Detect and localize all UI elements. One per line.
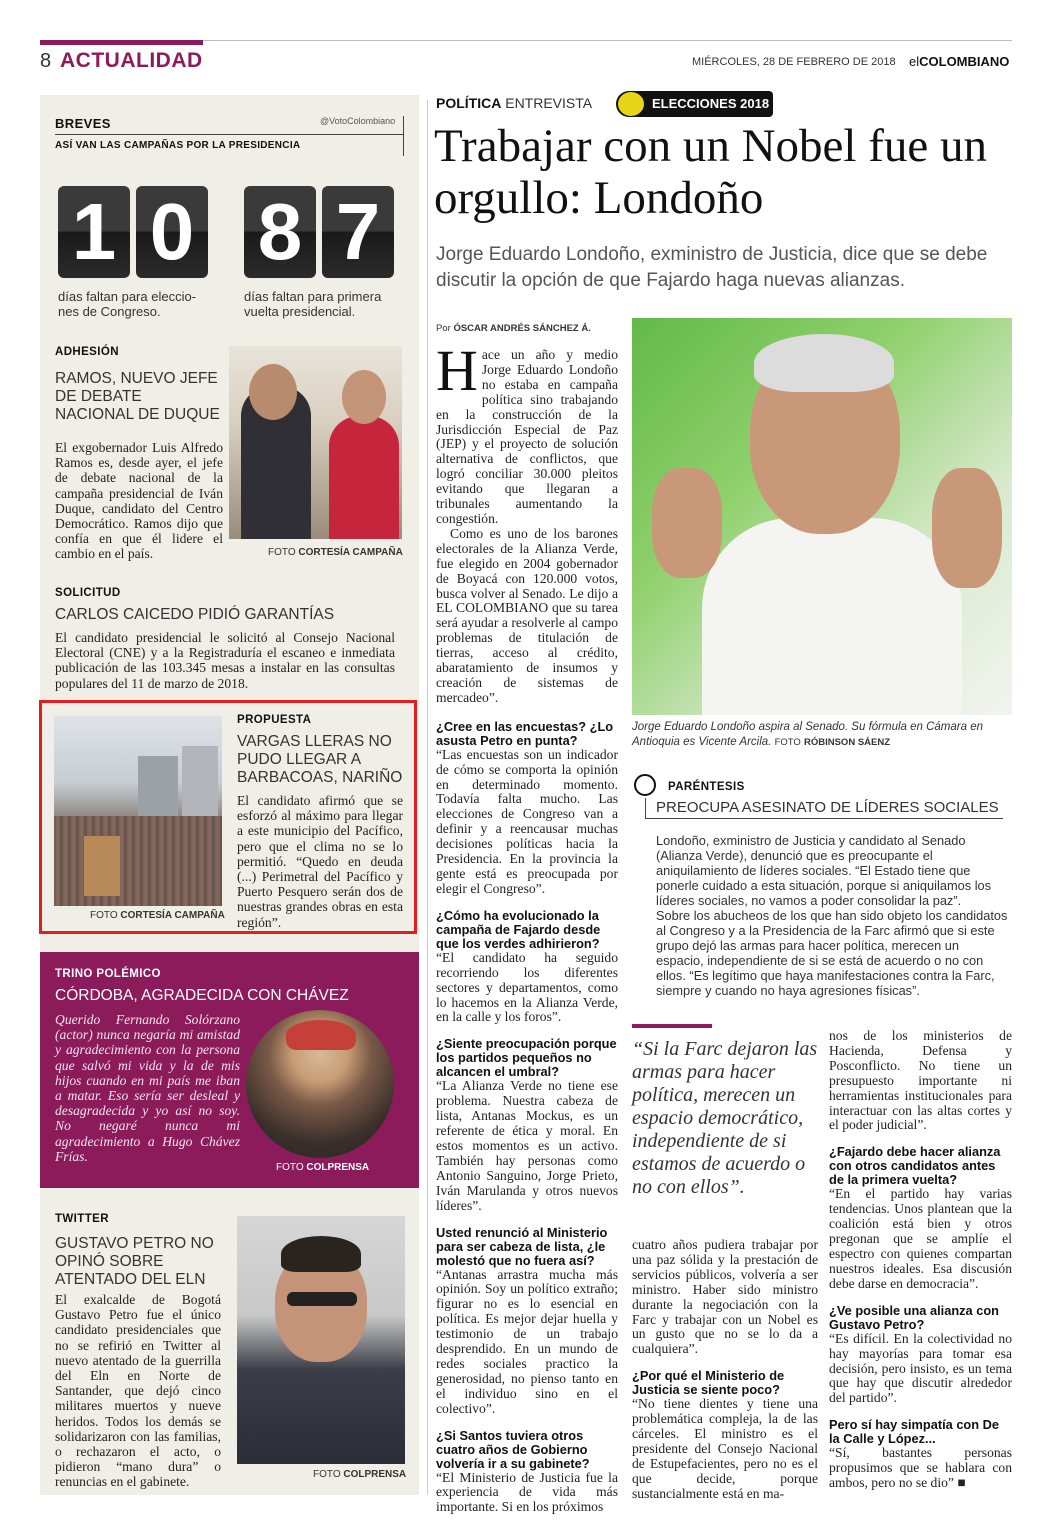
counter-digit: 8 <box>244 186 316 278</box>
photo-prefix: FOTO <box>276 1162 304 1173</box>
intro-paragraph <box>436 338 618 527</box>
parentesis-vrule <box>645 798 646 818</box>
twitter-photo <box>237 1216 405 1464</box>
article-kicker <box>436 95 592 111</box>
photo-credit: CORTESÍA CAMPAÑA <box>120 910 225 921</box>
col3-continuation: cuatro años pudiera trabajar por una paz sólida y la prestación de servicios públicos, volvería a ser ministro. Haber sido ministro durante la negociación con la Farc y trabajar con un Nobel es un gusto que no se lo da a cualquiera”. <box>632 1237 818 1357</box>
byline-prefix: Por <box>436 323 451 334</box>
article-headline: Trabajar con un Nobel fue un orgullo: Londoño <box>434 120 987 224</box>
counter-congreso-caption: días faltan para eleccio- nes de Congreso. <box>58 289 197 319</box>
qa-question: ¿Ve posible una alianza con Gustavo Petro? <box>829 1302 999 1332</box>
adhesion-text: El exgobernador Luis Alfredo Ramos es, desde ayer, el jefe de debate nacional de la campaña presidencial de Iván Duque, candidato del Centro Democrático. Ramos dijo que confía en que él lidere el cambio en el país. <box>55 440 223 562</box>
qa-answer: “El candidato ha seguido recorriendo los diferentes sectores y departamentos, como lo hacemos en la Alianza Verde, en la calle y los foros”. <box>436 949 618 1025</box>
twitter-text: El exalcalde de Bogotá Gustavo Petro fue el único candidato presidenciales que no se refirió en Twitter al nuevo atentado de la guerrilla del Eln en Norte de Santander, que dejó cinco militares muertos y nueve heridos. Todos los demás se solidarizaron con las familias, o rechazaron el acto, o pidieron “mano dura” o renuncias en el gabinete. <box>55 1292 221 1490</box>
adhesion-photo <box>229 346 402 539</box>
qa-answer: “No tiene dientes y tiene una problemática compleja, la de las cárceles. El ministro es el presidente del Consejo Nacional de Estupefacientes, pero no es el que decide, porque sustancialmente está en ma- <box>632 1396 818 1501</box>
propuesta-title: VARGAS LLERAS NO PUDO LLEGAR A BARBACOAS, NARIÑO <box>237 733 403 786</box>
photo-prefix: FOTO <box>90 910 118 921</box>
col4-continuation: nos de los ministerios de Hacienda, Defensa y Posconflicto. No tiene un presupuesto importante ni herramientas institucionales para interactuar con las altas cortes y el poder judicial”. <box>829 1028 1012 1133</box>
elections-badge-label: ELECCIONES 2018 <box>652 96 770 111</box>
photo-credit: COLPRENSA <box>343 1469 407 1480</box>
qa-question: ¿Cómo ha evolucionado la campaña de Fajardo desde que los verdes adhirieron? <box>436 907 601 951</box>
parentesis-title: PREOCUPA ASESINATO DE LÍDERES SOCIALES <box>656 799 999 816</box>
qa-answer: “Las encuestas son un indicador de cómo se comporta la opinión en determinado momento. Todavía falta mucho. Las elecciones de Congreso van a definir y a reencausar muchas decisiones políticas hacia la Presidencia. En la provincia la gente está es preocupada por elegir el Congreso”. <box>436 746 618 896</box>
paper-logo-el: el <box>909 54 920 69</box>
trino-label: TRINO POLÉMICO <box>55 968 161 980</box>
photo-credit: CORTESÍA CAMPAÑA <box>298 547 403 558</box>
solicitud-text: El candidato presidencial le solicitó al Consejo Nacional Electoral (CNE) y a la Registraduría el escaneo e inmediata publicación de las 103.345 mesas a instalar en las consultas populares del 11 de marzo de 2018. <box>55 630 395 691</box>
propuesta-label: PROPUESTA <box>237 714 312 726</box>
parentesis-p1: Londoño, exministro de Justicia y candidato al Senado (Alianza Verde), denunció que es preocupante el aniquilamiento de líderes sociales. “El Estado tiene que ponerle cuidado a esta situación, porque si aniquilamos los líderes sociales, no vamos a poder consolidar la paz”. <box>656 833 992 908</box>
adhesion-photo-credit <box>268 547 403 558</box>
qa-question: ¿Siente preocupación porque los partidos pequeños no alcancen el umbral? <box>436 1036 617 1080</box>
header-accent-bar <box>40 40 203 45</box>
parentesis-label: PARÉNTESIS <box>668 781 745 793</box>
propuesta-photo-credit <box>90 910 225 921</box>
article-column-rule <box>427 100 428 1495</box>
trino-photo-credit <box>276 1162 369 1173</box>
qa-question: ¿Cree en las encuestas? ¿Lo asusta Petro en punta? <box>436 718 614 748</box>
qa-question: Usted renunció al Ministerio para ser cabeza de lista, ¿le molestó que no fuera así? <box>436 1224 608 1268</box>
photo-prefix: FOTO <box>313 1469 341 1480</box>
propuesta-photo <box>54 716 222 906</box>
trino-title: CÓRDOBA, AGRADECIDA CON CHÁVEZ <box>55 987 349 1004</box>
counter-digit: 0 <box>136 186 208 278</box>
trino-text: Querido Fernando Solórzano (actor) nunca negaría mi amistad y agradecimiento con la persona que salvó mi vida y la de mis hijos cuando en mi país me iban a matar. Eso sería ser desleal y desagradecida y yo así no soy. No negaré nunca mi agradecimiento a Hugo Chávez Frías. <box>55 1012 240 1164</box>
photo-prefix: FOTO <box>268 547 296 558</box>
twitter-photo-credit <box>313 1469 406 1480</box>
pull-quote: “Si la Farc dejaron las armas para hacer política, merecen un espacio democrático, independiente de si estamos de acuerdo o no con ellos”. <box>632 1038 818 1198</box>
caption-text: Jorge Eduardo Londoño aspira al Senado. Su fórmula en Cámara en Antioquia es Vicente Arcila. <box>632 721 983 748</box>
intro-paragraph-2: Como es uno de los barones electorales de la Alianza Verde, fue elegido en 2004 gobernador de Boyacá con 120.000 votos, busca volver al Senado. Le dijo a EL COLOMBIANO que su tarea será ayudar a resolverle al campo problemas de titulación de tierras, acceso al crédito, abaratamiento de insumos y creación de sistemas de mercadeo”. <box>436 525 618 705</box>
page-number: 8 <box>40 50 52 72</box>
counter-presidencial <box>244 186 394 278</box>
breves-vrule <box>403 116 404 156</box>
counter-digit: 7 <box>322 186 394 278</box>
breves-rule <box>55 134 403 135</box>
counter-digit: 1 <box>58 186 130 278</box>
article-col1 <box>436 338 618 1515</box>
elections-badge-icon <box>618 92 644 116</box>
main-photo <box>632 318 1012 715</box>
qa-question: Pero sí hay simpatía con De la Calle y López... <box>829 1417 999 1447</box>
counter-presidencial-caption: días faltan para primera vuelta presidencial. <box>244 289 382 319</box>
qa-question: ¿Si Santos tuviera otros cuatro años de Gobierno volvería ir a su gabinete? <box>436 1427 590 1471</box>
paper-logo-name: COLOMBIANO <box>919 54 1010 69</box>
byline-name: ÓSCAR ANDRÉS SÁNCHEZ Á. <box>453 323 591 334</box>
header-date: MIÉRCOLES, 28 DE FEBRERO DE 2018 <box>692 56 896 68</box>
qa-answer: “Sí, bastantes personas propusimos que se hablara con ambos, pero no se dio” ■ <box>829 1445 1012 1491</box>
breves-handle: @VotoColombiano <box>320 116 396 126</box>
counter-congreso <box>58 186 208 278</box>
qa-answer: “La Alianza Verde no tiene ese problema. Nuestra cabeza de lista, Antanas Mockus, es un referente de ética y moral. En estos momentos es un activo. También hay personas como Antonio Sanguino, Jorge Prieto, Iván Marulanda y otros nuevos líderes”. <box>436 1078 618 1213</box>
photo-prefix: FOTO <box>774 737 801 748</box>
breves-label: BREVES <box>55 116 111 131</box>
article-deck: Jorge Eduardo Londoño, exministro de Justicia, dice que se debe discutir la opción de que Fajardo haga nuevas alianzas. <box>436 244 988 291</box>
dropcap: H <box>436 338 478 403</box>
article-col3 <box>632 1238 818 1502</box>
elections-badge <box>616 91 773 117</box>
byline <box>436 323 591 334</box>
twitter-title: GUSTAVO PETRO NO OPINÓ SOBRE ATENTADO DEL ELN <box>55 1235 214 1288</box>
main-photo-caption <box>632 720 1012 750</box>
adhesion-label: ADHESIÓN <box>55 346 119 358</box>
parentesis-body <box>656 833 1008 998</box>
solicitud-title: CARLOS CAICEDO PIDIÓ GARANTÍAS <box>55 606 335 623</box>
qa-answer: “Es difícil. En la colectividad no hay mayorías para tomar esa decisión, pero insisto, es un tema que hay que discutir alrededor del partido”. <box>829 1330 1012 1406</box>
photo-credit: COLPRENSA <box>306 1162 370 1173</box>
twitter-label: TWITTER <box>55 1213 109 1225</box>
qa-answer: “El Ministerio de Justicia fue la experiencia de vida más importante. Si en los próximos <box>436 1469 618 1515</box>
paper-logo <box>909 54 1009 69</box>
pullquote-bar <box>632 1024 712 1028</box>
parentesis-rule <box>645 818 1003 819</box>
qa-question: ¿Fajardo debe hacer alianza con otros candidatos antes de la primera vuelta? <box>829 1144 1001 1188</box>
qa-answer: “Antanas arrastra mucha más opinión. Soy un político extraño; figurar no es lo esencial en política. Es mejor dejar huella y testimonio de un trabajo desprendido. En un mundo de redes sociales practico la generosidad, no pienso tanto en el individuo sino en el colectivo”. <box>436 1266 618 1416</box>
intro-text: ace un año y medio Jorge Eduardo Londoño no estaba en campaña política sino trabajando en la construcción de la Jurisdicción Especial de Paz (JEP) y el proyecto de solución alternativa de conflictos, que logró conciliar 30.000 pleitos evitando que llegaran a tribunales aumentando la congestión. <box>436 347 618 526</box>
article-col4 <box>829 1029 1012 1491</box>
kicker-type: ENTREVISTA <box>505 95 593 111</box>
qa-answer: “En el partido hay varias tendencias. Unos plantean que la coalición está bien y otros pregonan que se amplíe el espectro con quienes compartan nuestros ideales. Esa discusión debe darse en democracia”. <box>829 1186 1012 1291</box>
solicitud-label: SOLICITUD <box>55 587 121 599</box>
breves-subtitle: ASÍ VAN LAS CAMPAÑAS POR LA PRESIDENCIA <box>55 140 301 151</box>
adhesion-title: RAMOS, NUEVO JEFE DE DEBATE NACIONAL DE DUQUE <box>55 370 220 423</box>
photo-credit: RÓBINSON SÁENZ <box>803 737 891 748</box>
propuesta-text: El candidato afirmó que se esforzó al máximo para llegar a este municipio del Pacífico, pero que el clima no se lo permitió. “Quedo en deuda (...) Perimetral del Pacífico y Puerto Pesquero serán dos de nuestras grandes obras en esta región”. <box>237 793 403 930</box>
qa-question: ¿Por qué el Ministerio de Justicia se siente poco? <box>632 1368 785 1398</box>
kicker-section: POLÍTICA <box>436 95 502 111</box>
parentesis-p2: Sobre los abucheos de los que han sido objeto los candidatos al Congreso y a la Presidencia de la Farc afirmó que si este grupo dejó las armas para hacer política, merecen un espacio, independiente de si se está de acuerdo o no con ellos. “Es legítimo que haya manifestaciones contra la Farc, siempre y cuando no haya agresiones físicas”. <box>656 908 1008 998</box>
section-title: ACTUALIDAD <box>60 49 203 72</box>
trino-photo <box>246 1010 394 1158</box>
parentesis-icon <box>634 774 656 796</box>
